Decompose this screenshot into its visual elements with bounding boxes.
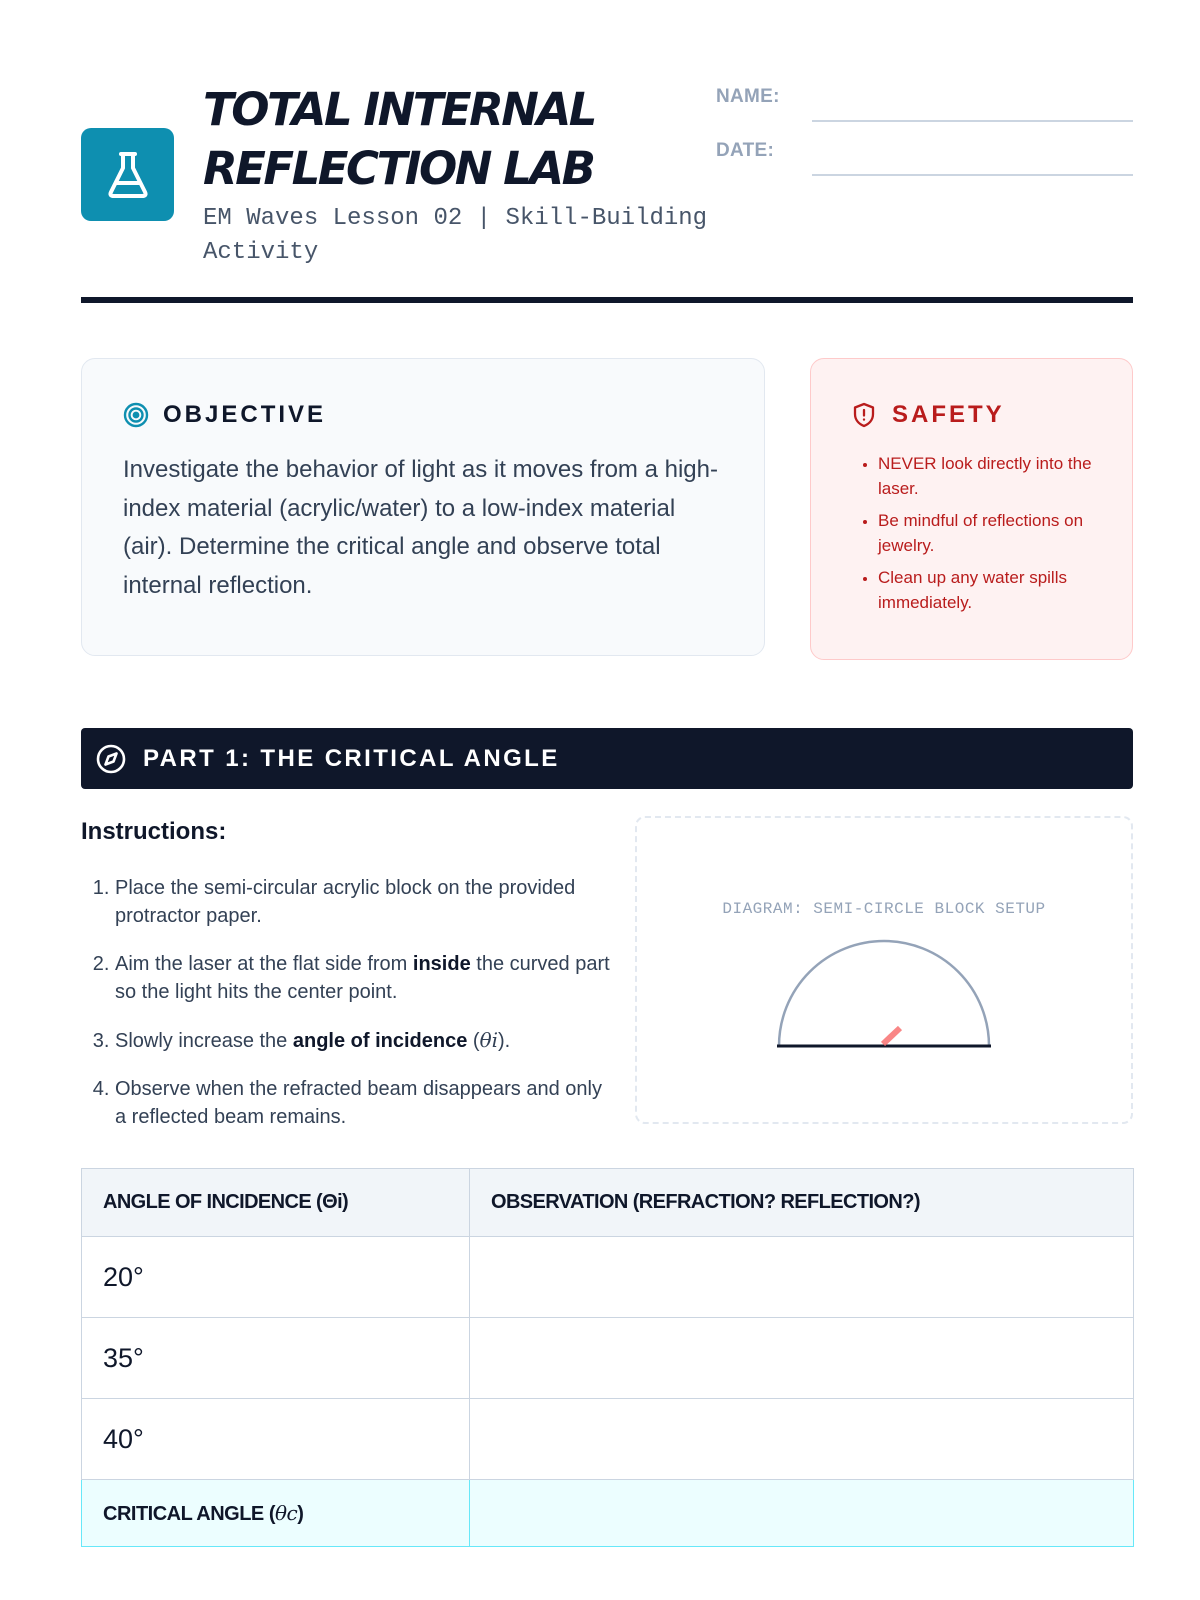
table-row bbox=[82, 1318, 1134, 1399]
instructions-title: Instructions: bbox=[81, 818, 227, 845]
table-row bbox=[82, 1237, 1134, 1318]
instruction-step-2: 2. Aim the laser at the flat side from inside the curved part so the light hits the center point. bbox=[115, 950, 615, 1006]
critical-angle-cell[interactable] bbox=[470, 1480, 1134, 1547]
name-line[interactable] bbox=[812, 120, 1133, 122]
name-field[interactable] bbox=[716, 86, 1133, 130]
safety-heading bbox=[852, 399, 1005, 431]
shield-alert-icon bbox=[852, 402, 878, 428]
date-line[interactable] bbox=[812, 174, 1133, 176]
angle-cell: 20° bbox=[82, 1237, 470, 1318]
diagram-placeholder bbox=[635, 816, 1133, 1124]
observation-cell[interactable] bbox=[470, 1399, 1134, 1480]
name-label: NAME: bbox=[716, 86, 780, 107]
objective-card bbox=[81, 358, 765, 656]
critical-angle-label: CRITICAL ANGLE (θc) bbox=[82, 1480, 470, 1547]
instruction-step-3: 3. Slowly increase the angle of incidence (θi). bbox=[115, 1026, 615, 1055]
objective-text: Investigate the behavior of light as it moves from a high-index material (acrylic/water) to a low-index material (air). Determine the critical angle and observe total internal reflection. bbox=[123, 456, 718, 599]
title-line-2: REFLECTION LAB bbox=[203, 142, 594, 195]
col-angle-header: ANGLE OF INCIDENCE (Θi) bbox=[82, 1169, 470, 1237]
safety-item: • Clean up any water spills immediately. bbox=[878, 565, 1118, 615]
lesson-subtitle: EM Waves Lesson 02 | Skill-Building Activity bbox=[203, 205, 708, 266]
objective-heading bbox=[123, 399, 326, 431]
date-label: DATE: bbox=[716, 140, 775, 161]
worksheet-page bbox=[81, 0, 1133, 1600]
table-header-row bbox=[82, 1169, 1134, 1237]
observation-cell[interactable] bbox=[470, 1237, 1134, 1318]
angle-cell: 40° bbox=[82, 1399, 470, 1480]
target-icon bbox=[123, 402, 149, 428]
instruction-steps bbox=[81, 874, 615, 1151]
safety-item: • Be mindful of reflections on jewelry. bbox=[878, 508, 1118, 558]
observation-cell[interactable] bbox=[470, 1318, 1134, 1399]
worksheet-header bbox=[81, 80, 1133, 302]
safety-card bbox=[810, 358, 1133, 660]
col-observation-header: OBSERVATION (REFRACTION? REFLECTION?) bbox=[470, 1169, 1134, 1237]
part1-heading: PART 1: THE CRITICAL ANGLE bbox=[143, 744, 560, 772]
compass-icon bbox=[95, 743, 127, 775]
critical-angle-row bbox=[82, 1480, 1134, 1547]
instruction-step-4: 4. Observe when the refracted beam disappears and only a reflected beam remains. bbox=[115, 1075, 615, 1131]
observation-table bbox=[81, 1168, 1134, 1547]
date-field[interactable] bbox=[716, 140, 1133, 184]
page-title bbox=[203, 80, 595, 198]
diagram-caption: DIAGRAM: SEMI-CIRCLE BLOCK SETUP bbox=[722, 900, 1046, 918]
flask-icon bbox=[81, 128, 174, 221]
objective-heading-label: OBJECTIVE bbox=[163, 401, 327, 428]
title-line-1: TOTAL INTERNAL bbox=[203, 83, 595, 136]
safety-item: • NEVER look directly into the laser. bbox=[878, 451, 1118, 501]
instruction-step-1: 1. Place the semi-circular acrylic block on the provided protractor paper. bbox=[115, 874, 615, 930]
angle-cell: 35° bbox=[82, 1318, 470, 1399]
safety-list bbox=[852, 451, 1118, 622]
semicircle-block-diagram bbox=[769, 938, 999, 1058]
part1-header bbox=[81, 728, 1133, 789]
header-divider bbox=[81, 297, 1133, 303]
table-row bbox=[82, 1399, 1134, 1480]
safety-heading-label: SAFETY bbox=[892, 401, 1005, 428]
